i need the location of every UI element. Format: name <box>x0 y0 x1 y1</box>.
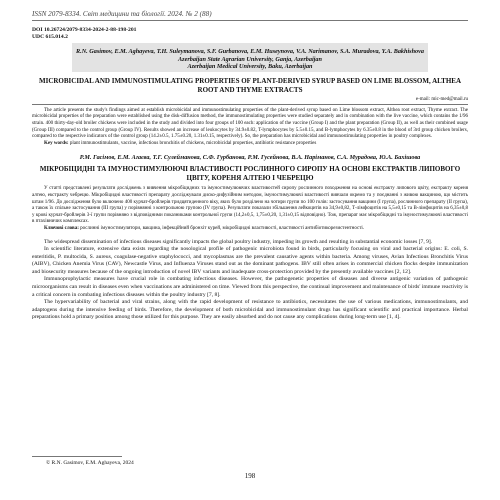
body-paragraph: Immunoprophylactic measures have crucial role in combating infectious diseases. However, the pathogenetic properties of diseases and diverse antigenic variation of pathogenic microorganisms can result in diseases even when vaccinations are administered on time. Viewed from this perspective, the continual improvement and maintenance of birds' immune reactivity is a critical concern in combating infectious diseases within the poultry industry [7, 8]. <box>32 276 468 298</box>
affiliation-1: Azerbaijan State Agrarian University, Ganja, Azerbaijan <box>178 55 322 63</box>
keywords-text: plant immunostimulants, vaccine, infectious bronchitis of chickens, microbicidal properties, antibiotic resistance properties <box>69 140 317 146</box>
affiliation-2: Azerbaijan Medical University, Baku, Azerbaijan <box>187 63 313 71</box>
keywords-ua <box>32 226 468 233</box>
contact-email[interactable]: e-mail: mic-med@mail.ru <box>415 96 468 102</box>
body-paragraph: The hypervariability of bacterial and viral strains, along with the rapid development of resistance to antibiotics, necessitates the use of various medications, immunostimulants, and adaptogens during the intensive feeding of birds. Therefore, the development of both microbicidal and immunostimulant drugs has significant scientific and practical importance. Herbal preparations hold a primary position among those utilized for this purpose. They are easily absorbed and do not cause any complications during long-term use [1, 4]. <box>32 299 468 321</box>
keywords-en <box>32 141 468 148</box>
doi[interactable]: DOI 10.26724/2079-8334-2024-2-88-198-201 <box>32 27 137 33</box>
keywords-label: Key words: <box>44 140 69 146</box>
authors-en: R.N. Gasimov, E.M. Aghayeva, T.H. Suleymanova, S.F. Gurbanova, E.M. Huseynova, V.A. Narimanov, S.A. Muradova, Y.A. Bakhishova <box>76 47 424 55</box>
article-title-ua: МІКРОБІЦИДНІ ТА ІМУНОСТИМУЛЮЮЧІ ВЛАСТИВОСТІ РОСЛИННОГО СИРОПУ НА ОСНОВІ ЕКСТРАКТІВ ЛИПОВОГО ЦВІТУ, КОРЕНЯ АЛТЕЮ І ЧЕБРЕЦЮ <box>39 165 461 183</box>
author-block-en <box>72 43 428 72</box>
body-text <box>32 239 468 323</box>
body-paragraph: The widespread dissemination of infectious diseases significantly impacts the global poultry industry, impeding its growth and resulting in substantial economic losses [7, 9]. <box>44 238 433 245</box>
journal-header: ISSN 2079-8334. Світ медицини та біології. 2024. № 2 (88) <box>32 10 468 21</box>
abstract-en: The article presents the study's findings aimed at establish microbicidal and immunostimulating properties of the plant-derived syrup based on Lime blossom extract, Althea root extract, Thyme extract. The microbicidal properties of the preparation were established using the disk-diffusion method, the immunostimulating properties were studied separately and in combination with the live vaccine, which contains the 1/96 strain. 400 thirty-day-old broiler chickens were included in the study and divided into four groups of 100 each: application of the vaccine (Group I) and the plant preparation (Group II), as well as their combined usage (Group III) compared to the control group (Group IV). Results showed an increase of leukocytes by 34.9±0.82, T-lymphocytes by 5.5±0.15, and B-lymphocytes by 6.35±0.8 in the blood of 3rd group chicken broilers, compared to the respective indicators of the control group (14.2±0.5, 1.75±0.20, 1.31±0.15, respectively). So, the preparation has microbicidal and immunostimulating properties in poultry complexes. <box>32 107 468 140</box>
udc: UDC 615.014.2 <box>32 33 68 40</box>
article-title-en: MICROBICIDAL AND IMMUNOSTIMULATING PROPERTIES OF PLANT-DERIVED SYRUP BASED ON LIME BLOSSOM, ALTHEA ROOT AND THYME EXTRACTS <box>38 76 462 94</box>
keywords-text-ua: рослинні імуностимулятори, вакцина, інфекційний бронхіт курей, мікробіцидні властивості, властивості антибіотикорезистентності. <box>80 225 365 231</box>
article-meta <box>32 27 468 41</box>
keywords-label-ua: Ключові слова: <box>44 225 79 231</box>
abstract-ua: У статті представлені результати досліджень з вивчення мікробіцидних та імуностимулюючих властивостей сиропу рослинного походження на основі екстракту липового цвіту, екстракту кореня алтею, екстракту чебрецю. Мікробіцидні властивості препарату досліджували диско-дифузійним методом, імуностимулюючі властивості вивчали окремо та у поєднанні з живою вакциною, що містить штам 1/96. До дослідження було включено 400 курчат-бройлерів тридцятиденного віку, яких було розділено на чотири групи по 100 голів: застосування вакцини (І група), рослинного препарату (ІІ група), а також їх спільне застосування (ІІІ група) у порівнянні з контрольною групою (IV група). Результати показали збільшення лейкоцитів на 34,9±0,82, Т-лімфоцитів на 5,5±0,15 та В-лімфоцитів на 6,35±0,8 у крові курчат-бройлерів 3-ї групи порівняно з відповідними показниками контрольної групи (14,2±0,5, 1,75±0,20, 1,31±0,15 відповідно). Тож, препарат має мікробіцидні та імуностимулюючі властивості в птахівничих комплексах. <box>32 186 468 225</box>
body-paragraph: In scientific literature, extensive data exists regarding the nosological profile of pathogenic microbiota found in birds, particularly focusing on viral and bacterial origins: E. coli, S. enteritidis, P. multocida, S. aureus, coagulase-negative staphylococci, and mycoplasmas are the prevalent causative agents within bacteria. Among viruses, Avian Infectious Bronchitis Virus (AIBV), Chicken Anemia Virus (CAV), Newcastle Virus, and Influenza Viruses stand out as the dominant pathogens. IBV still often arises in commercial chicken flocks despite immunization and biosecurity measures because of the ongoing introduction of novel IBV variants and inadequate cross-protection provided by the presently available vaccines [2, 12]. <box>32 246 468 275</box>
divider <box>32 104 468 105</box>
footer-divider <box>32 456 122 457</box>
page-number: 198 <box>244 472 256 480</box>
authors-ua: Р.М. Гасімов, Е.М. Агаєва, Т.Г. Сулейманова, С.Ф. Гурбанова, Р.М. Гусейнова, В.А. Наріманов, С.А. Мурадова, Ю.А. Бахішова <box>79 154 421 162</box>
copyright-notice: © R.N. Gasimov, E.M. Aghayeva, 2024 <box>46 460 134 466</box>
